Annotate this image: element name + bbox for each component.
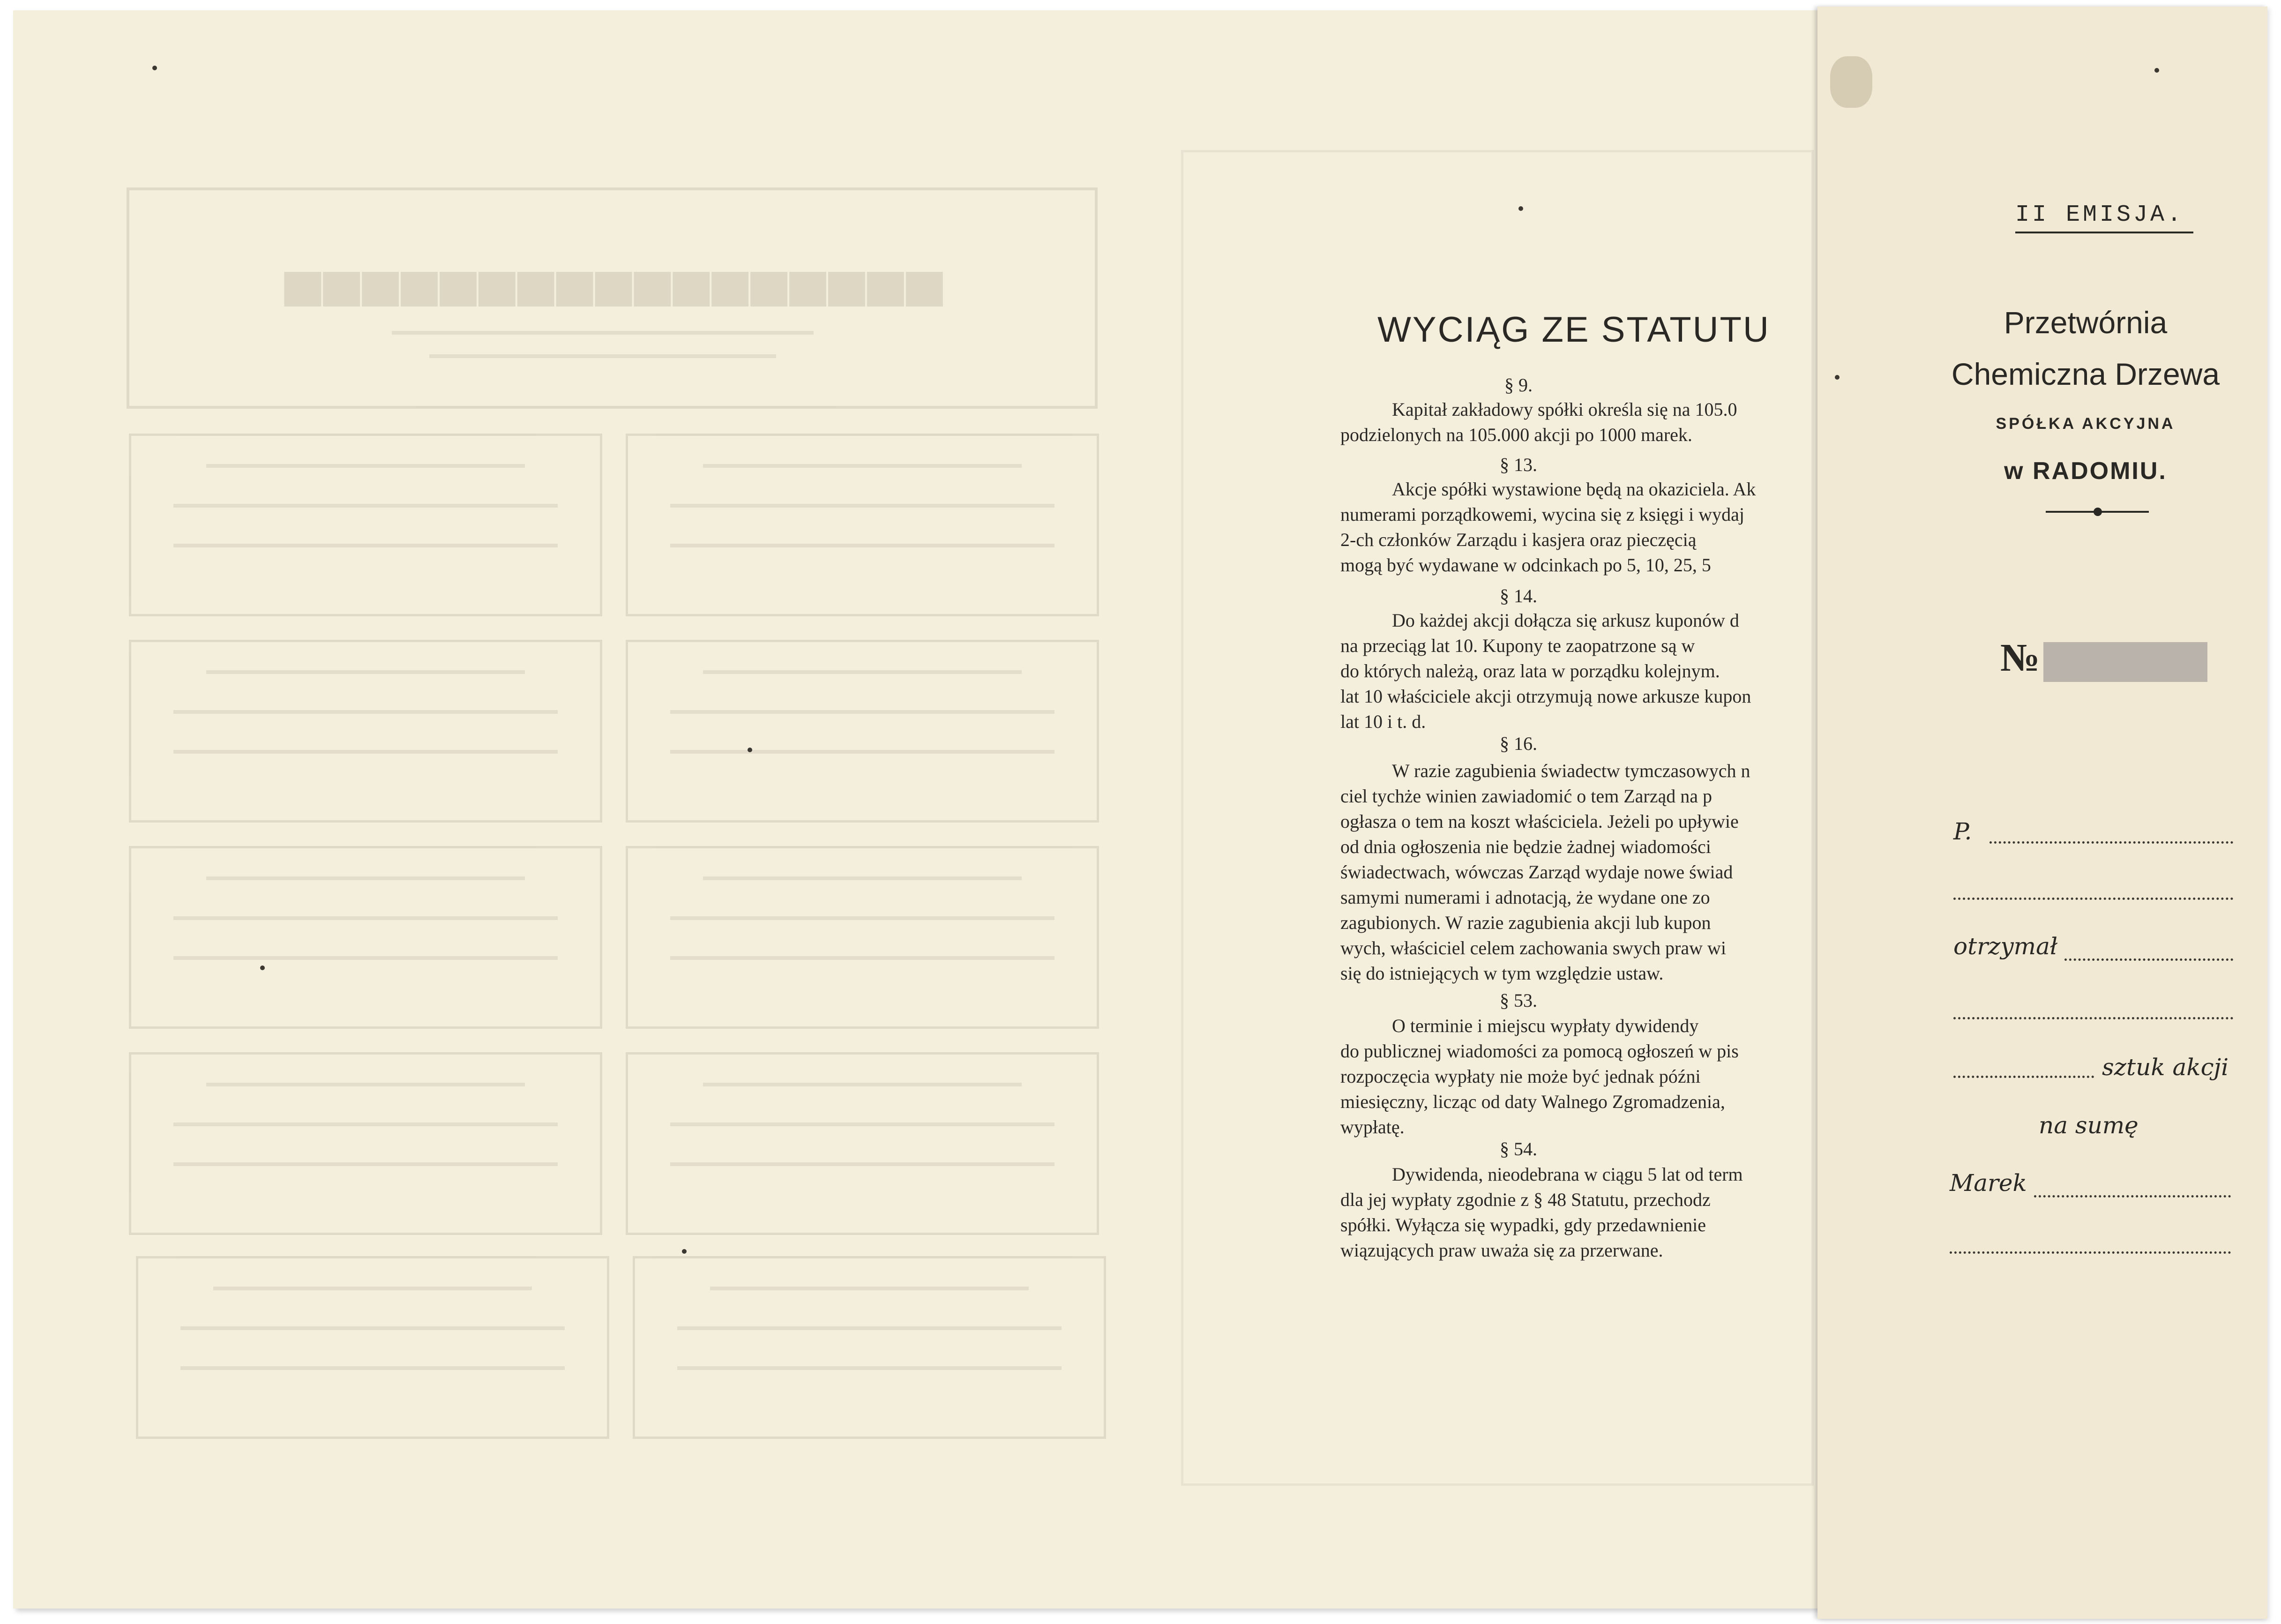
statute-line: Do każdej akcji dołącza się arkusz kuponów d <box>1392 610 1739 631</box>
statute-line: świadectwach, wówczas Zarząd wydaje nowe świad <box>1340 861 1733 883</box>
emission-underline <box>2015 232 2193 233</box>
bleed-through-coupon <box>129 640 602 823</box>
bleed-through-coupon <box>626 846 1099 1029</box>
statute-line: zagubionych. W razie zagubienia akcji lub kupon <box>1340 912 1711 933</box>
statute-line: się do istniejących w tym względzie ustaw. <box>1340 963 1664 984</box>
section-number: § 14. <box>1500 585 1537 606</box>
statute-line: wiązujących praw uważa się za przerwane. <box>1340 1240 1663 1261</box>
bleed-through-coupon <box>136 1256 609 1439</box>
statute-line: ogłasza o tem na koszt właściciela. Jeżeli po upływie <box>1340 811 1739 832</box>
section-number: § 9. <box>1504 374 1533 396</box>
bleed-through-coupon <box>626 640 1099 823</box>
bleed-through-coupon <box>129 846 602 1029</box>
statute-line: wypłatę. <box>1340 1116 1405 1138</box>
share-count-field[interactable] <box>1953 1076 2094 1078</box>
statute-line: spółki. Wyłącza się wypadki, gdy przedawnienie <box>1340 1214 1706 1235</box>
statute-line: W razie zagubienia świadectw tymczasowych n <box>1392 760 1750 781</box>
speck <box>2154 68 2159 73</box>
statute-line: lat 10 właściciele akcji otrzymują nowe arkusze kupon <box>1340 686 1751 707</box>
statute-line: na przeciąg lat 10. Kupony te zaopatrzone są w <box>1340 635 1695 656</box>
blank-line[interactable] <box>1953 898 2233 900</box>
statute-line: Dywidenda, nieodebrana w ciągu 5 lat od term <box>1392 1164 1743 1185</box>
bleed-through-coupon <box>129 1052 602 1235</box>
number-sign: № <box>2000 636 2040 680</box>
statute-line: O terminie i miejscu wypłaty dywidendy <box>1392 1015 1699 1036</box>
statute-line: do publicznej wiadomości za pomocą ogłoszeń w pis <box>1340 1040 1739 1062</box>
company-name-line2: Chemiczna Drzewa <box>1951 357 2220 391</box>
marek-label: Marek <box>1950 1169 2027 1197</box>
speck <box>152 66 157 70</box>
blank-line[interactable] <box>1950 1251 2231 1254</box>
statute-line: podzielonych na 105.000 akcji po 1000 marek. <box>1340 424 1692 445</box>
statute-line: wych, właściciel celem zachowania swych praw wi <box>1340 937 1726 958</box>
speck <box>748 748 752 752</box>
statute-line: lat 10 i t. d. <box>1340 711 1426 732</box>
statute-line: do których należą, oraz lata w porządku kolejnym. <box>1340 660 1720 681</box>
speck <box>1835 375 1840 380</box>
statute-line: ciel tychże winien zawiadomić o tem Zarząd na p <box>1340 786 1712 807</box>
emission-label: II EMISJA. <box>2015 202 2184 228</box>
marek-field[interactable] <box>2034 1195 2231 1197</box>
statute-line: numerami porządkowemi, wycina się z księgi i wydaj <box>1340 504 1744 525</box>
speck <box>260 965 265 970</box>
statute-line: mogą być wydawane w odcinkach po 5, 10, 25, 5 <box>1340 554 1711 576</box>
statute-extract <box>1330 309 1832 350</box>
statute-line: Kapitał zakładowy spółki określa się na 105.0 <box>1392 399 1737 420</box>
sztuk-akcji-label: sztuk akcji <box>2102 1054 2229 1081</box>
section-number: § 13. <box>1500 454 1537 475</box>
speck <box>682 1249 687 1254</box>
statute-line: miesięczny, licząc od daty Walnego Zgromadzenia, <box>1340 1091 1725 1112</box>
bleed-through-coupon <box>626 1052 1099 1235</box>
counterfoil-stub <box>1817 7 2267 1619</box>
company-location: w RADOMIU. <box>2004 457 2167 485</box>
p-field[interactable] <box>1989 841 2233 844</box>
statute-line: Akcje spółki wystawione będą na okaziciela. Ak <box>1392 479 1756 500</box>
extract-heading: WYCIĄG ZE STATUTU <box>1377 310 1770 350</box>
company-name-line1: Przetwórnia <box>2004 305 2168 340</box>
section-number: § 54. <box>1500 1138 1537 1160</box>
section-number: § 16. <box>1500 733 1537 754</box>
otrzymal-field[interactable] <box>2064 958 2233 961</box>
bleed-through-coupon <box>633 1256 1106 1439</box>
statute-line: od dnia ogłoszenia nie będzie żadnej wiadomości <box>1340 836 1711 857</box>
speck <box>1518 206 1523 211</box>
section-number: § 53. <box>1500 990 1537 1011</box>
p-label: P. <box>1953 818 1972 845</box>
na-sume-label: na sumę <box>2039 1112 2139 1139</box>
statute-line: samymi numerami i adnotacją, że wydane one zo <box>1340 887 1710 908</box>
statute-line: 2-ch członków Zarządu i kasjera oraz pieczęcią <box>1340 529 1697 550</box>
paper-stain <box>1830 56 1872 108</box>
bleed-through-coupon <box>129 434 602 616</box>
statute-line: dla jej wypłaty zgodnie z § 48 Statutu, przechodz <box>1340 1189 1711 1210</box>
redacted-number <box>2043 642 2207 682</box>
otrzymal-label: otrzymał <box>1953 933 2058 960</box>
bleed-through-coupon <box>626 434 1099 616</box>
company-type: SPÓŁKA AKCYJNA <box>1996 415 2176 433</box>
ornament-dot <box>2094 508 2102 516</box>
statute-line: rozpoczęcia wypłaty nie może być jednak późni <box>1340 1066 1701 1087</box>
blank-line[interactable] <box>1953 1017 2233 1019</box>
bleed-through-header: ▅▅▅▅▅▅▅▅▅▅▅▅▅▅▅▅▅ <box>127 187 1098 409</box>
